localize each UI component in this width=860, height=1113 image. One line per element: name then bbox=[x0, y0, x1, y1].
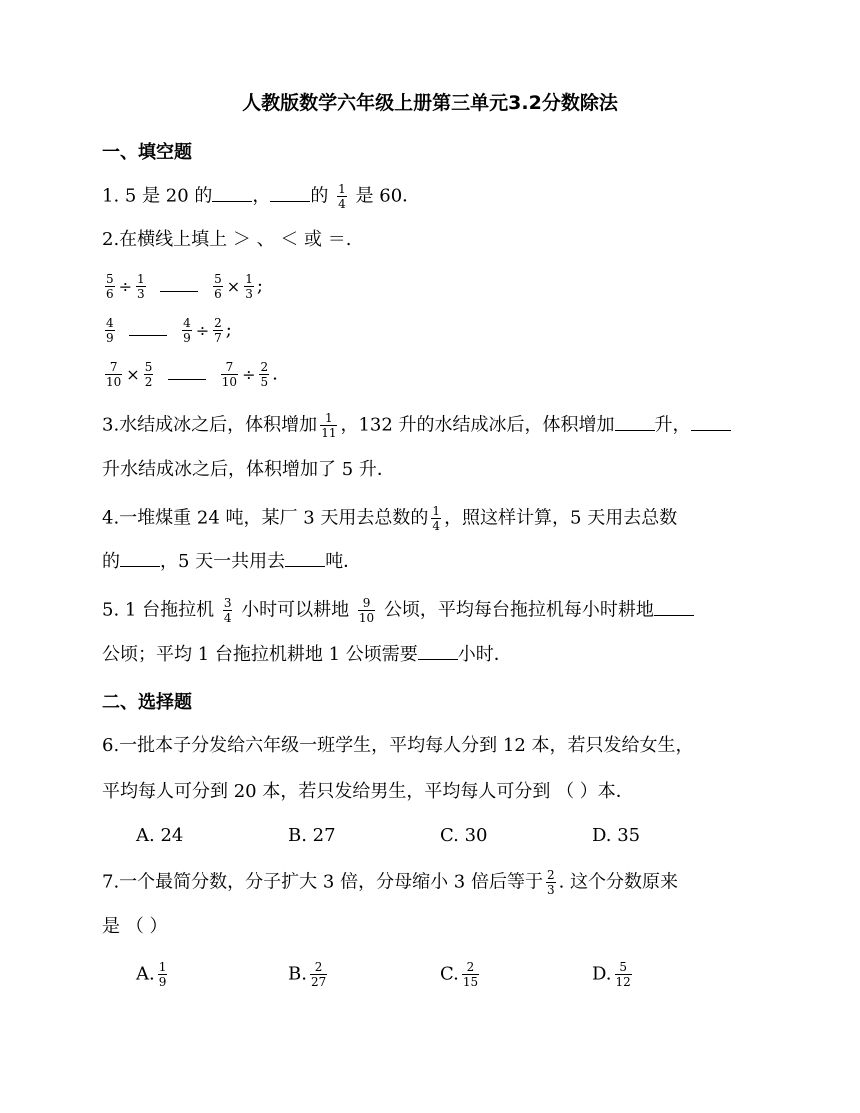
fraction: $\frac{9}{10}$ bbox=[358, 596, 375, 625]
option-c[interactable]: C. $\frac{2}{15}$ bbox=[440, 960, 479, 989]
question-5-cont: 公顷；平均 1 台拖拉机耕地 1 公顷需要 小时． bbox=[102, 641, 512, 668]
fraction: $\frac{1}{4}$ bbox=[338, 182, 346, 211]
section-fill-blank: 一、填空题 bbox=[102, 142, 192, 163]
compare-blank[interactable] bbox=[129, 319, 167, 336]
option-c[interactable]: C. 30 bbox=[440, 825, 488, 846]
fraction: $\frac{2}{7}$ bbox=[214, 316, 222, 345]
fraction: $\frac{5}{12}$ bbox=[615, 960, 631, 989]
question-2-row-1: $\frac{5}{6}$ ÷ $\frac{1}{3}$ $\frac{5}{6}$ × $\frac{1}{3}$ ; bbox=[106, 272, 263, 301]
question-2-row-3: $\frac{7}{10}$ × $\frac{5}{2}$ $\frac{7}{10}$ ÷ $\frac{2}{5}$ . bbox=[106, 360, 278, 389]
answer-blank[interactable] bbox=[654, 597, 694, 616]
fraction: $\frac{7}{10}$ bbox=[106, 360, 122, 389]
answer-blank[interactable] bbox=[212, 183, 252, 202]
option-b[interactable]: B. 27 bbox=[288, 825, 336, 846]
fraction: $\frac{2}{15}$ bbox=[462, 960, 479, 989]
fraction: $\frac{2}{3}$ bbox=[546, 868, 555, 897]
option-b[interactable]: B. $\frac{2}{27}$ bbox=[288, 960, 327, 989]
answer-blank[interactable] bbox=[615, 412, 655, 431]
fraction: $\frac{1}{3}$ bbox=[245, 272, 253, 301]
question-6-options bbox=[136, 825, 744, 846]
fraction: $\frac{4}{9}$ bbox=[183, 316, 191, 345]
compare-blank[interactable] bbox=[160, 275, 198, 292]
question-5: 5. 1 台拖拉机 $\frac{3}{4}$ 小时可以耕地 $\frac{9}{10}$ 公顷，平均每台拖拉机每小时耕地 bbox=[102, 596, 694, 625]
answer-blank[interactable] bbox=[418, 641, 458, 660]
fraction: $\frac{3}{4}$ bbox=[223, 596, 232, 625]
option-a[interactable]: A. $\frac{1}{9}$ bbox=[136, 960, 167, 989]
fraction: $\frac{1}{11}$ bbox=[321, 411, 337, 440]
compare-blank[interactable] bbox=[168, 363, 206, 380]
question-7: 7.一个最简分数，分子扩大 3 倍，分母缩小 3 倍后等于 $\frac{2}{3}$ . 这个分数原来 bbox=[102, 868, 679, 897]
page-title: 人教版数学六年级上册第三单元3.2分数除法 bbox=[242, 92, 618, 114]
option-d[interactable]: D. 35 bbox=[592, 825, 641, 846]
fraction: $\frac{2}{27}$ bbox=[310, 960, 327, 989]
question-7-options bbox=[136, 960, 744, 989]
fraction: $\frac{5}{6}$ bbox=[106, 272, 114, 301]
fraction: $\frac{2}{5}$ bbox=[260, 360, 269, 389]
answer-blank[interactable] bbox=[285, 548, 325, 567]
question-4: 4.一堆煤重 24 吨，某厂 3 天用去总数的 $\frac{1}{4}$ ，照这样计算，5 天用去总数 bbox=[102, 504, 678, 533]
answer-blank[interactable] bbox=[270, 183, 310, 202]
question-6-cont: 平均每人可分到 20 本，若只发给男生，平均每人可分到 （ ）本． bbox=[102, 781, 634, 802]
fraction: $\frac{1}{4}$ bbox=[432, 504, 441, 533]
question-1: 1. 5 是 20 的 ， 的 $\frac{1}{4}$ 是 60． bbox=[102, 182, 421, 211]
answer-blank[interactable] bbox=[120, 548, 160, 567]
fraction: $\frac{1}{9}$ bbox=[158, 960, 167, 989]
question-6: 6.一批本子分发给六年级一班学生，平均每人分到 12 本，若只发给女生， bbox=[102, 735, 694, 756]
fraction: $\frac{1}{3}$ bbox=[137, 272, 145, 301]
option-a[interactable]: A. 24 bbox=[136, 825, 184, 846]
question-2-row-2: $\frac{4}{9}$ $\frac{4}{9}$ ÷ $\frac{2}{7}$ ; bbox=[106, 316, 232, 345]
question-2-intro: 2.在横线上填上 ＞ 、 ＜ 或 ＝. bbox=[102, 229, 352, 250]
section-multiple-choice: 二、选择题 bbox=[102, 692, 192, 713]
answer-blank[interactable] bbox=[691, 412, 731, 431]
question-7-cont: 是 （ ） bbox=[102, 916, 168, 937]
fraction: $\frac{4}{9}$ bbox=[106, 316, 114, 345]
question-3: 3.水结成冰之后，体积增加 $\frac{1}{11}$ ，132 升的水结成冰后，体积增加 升， bbox=[102, 411, 731, 440]
fraction: $\frac{7}{10}$ bbox=[221, 360, 238, 389]
question-4-cont: 的 ，5 天一共用去 吨． bbox=[102, 548, 361, 575]
fraction: $\frac{5}{6}$ bbox=[214, 272, 222, 301]
fraction: $\frac{5}{2}$ bbox=[144, 360, 153, 389]
option-d[interactable]: D. $\frac{5}{12}$ bbox=[592, 960, 631, 989]
question-3-cont: 升水结成冰之后，体积增加了 5 升． bbox=[102, 459, 395, 480]
